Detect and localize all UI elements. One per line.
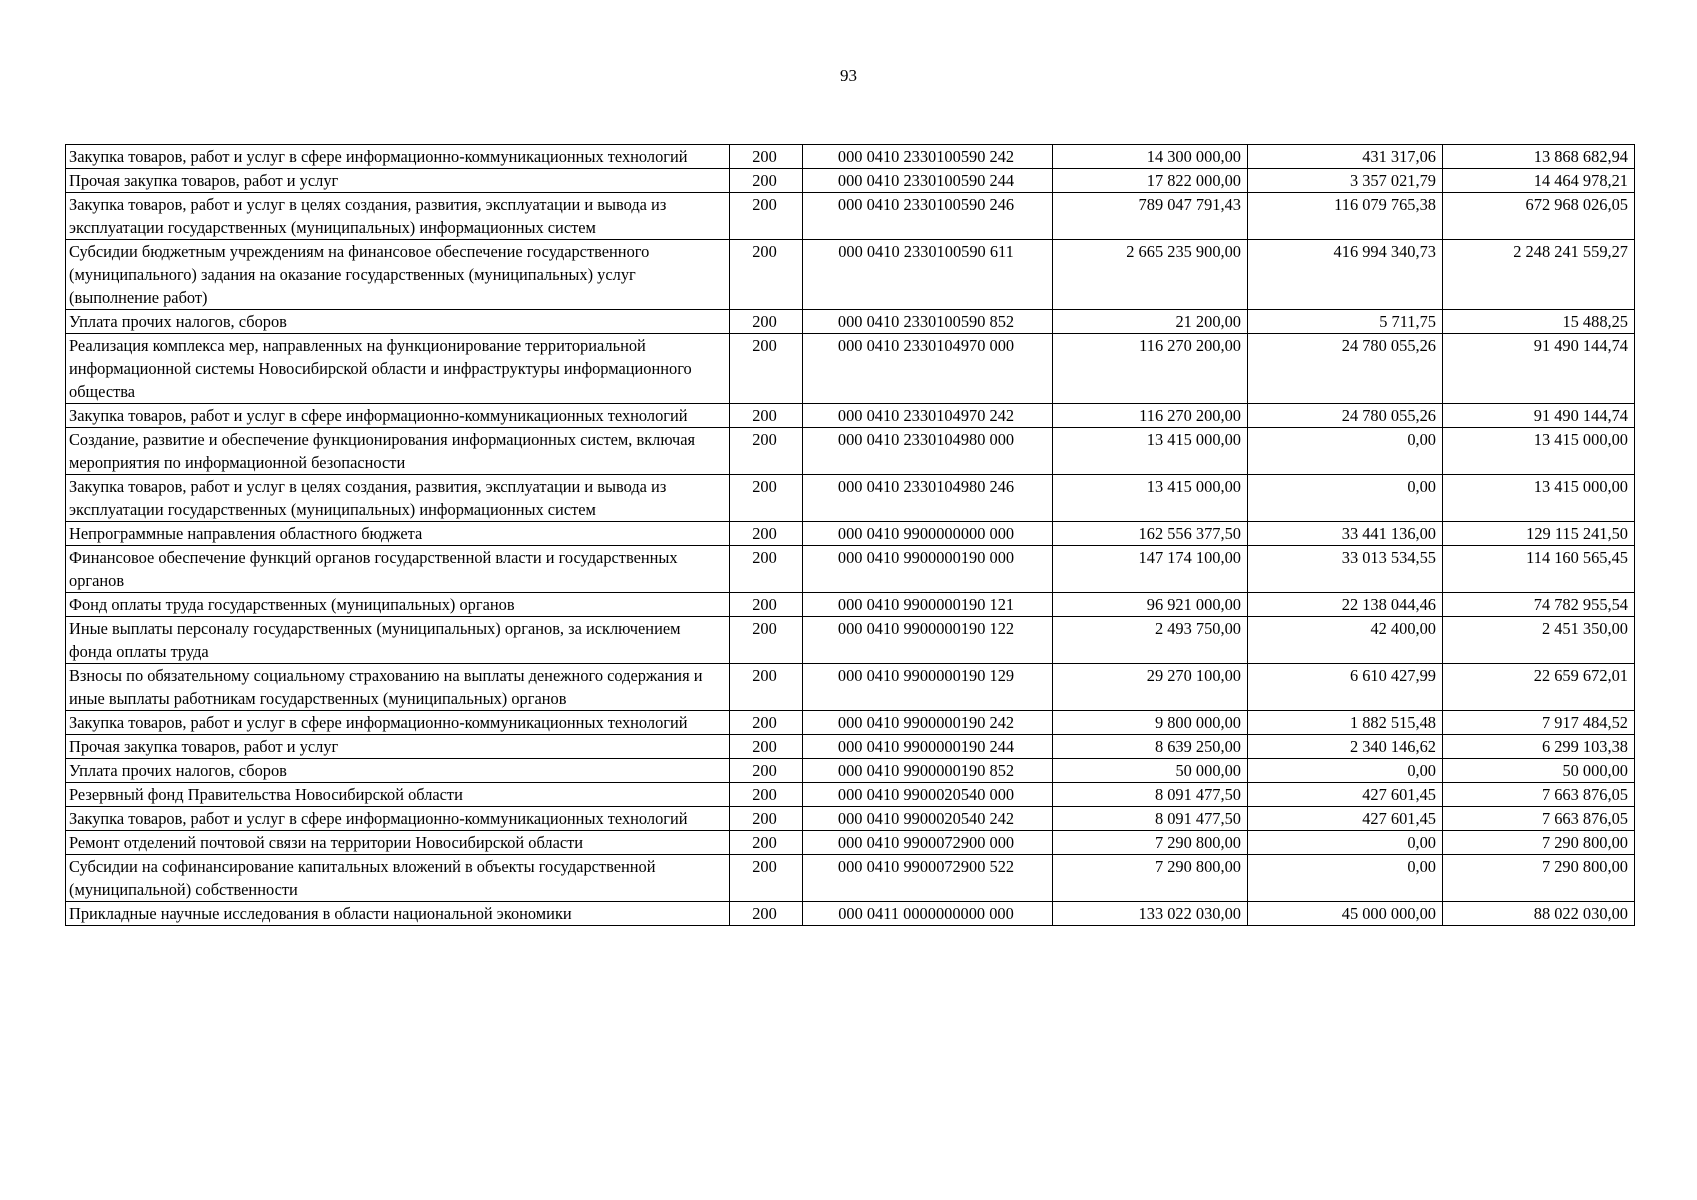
admin-code-cell: 200 [730, 807, 803, 831]
budget-classification-cell: 000 0410 9900072900 522 [803, 855, 1053, 902]
table-row [66, 831, 1635, 855]
admin-code-cell: 200 [730, 475, 803, 522]
budget-classification-cell: 000 0410 2330100590 244 [803, 169, 1053, 193]
admin-code-cell: 200 [730, 617, 803, 664]
budget-table-body [66, 145, 1635, 926]
approved-amount-cell: 133 022 030,00 [1053, 902, 1248, 926]
table-row [66, 664, 1635, 711]
remaining-amount-cell: 7 663 876,05 [1443, 807, 1635, 831]
table-row [66, 310, 1635, 334]
executed-amount-cell: 0,00 [1248, 855, 1443, 902]
table-row [66, 522, 1635, 546]
table-row [66, 240, 1635, 310]
remaining-amount-cell: 13 415 000,00 [1443, 428, 1635, 475]
executed-amount-cell: 22 138 044,46 [1248, 593, 1443, 617]
expense-name-cell: Закупка товаров, работ и услуг в целях создания, развития, эксплуатации и вывода из эксплуатации государственных (муниципальных) информационных систем [66, 475, 730, 522]
expense-name-cell: Взносы по обязательному социальному страхованию на выплаты денежного содержания и иные выплаты работникам государственных (муниципальных) органов [66, 664, 730, 711]
admin-code-cell: 200 [730, 310, 803, 334]
approved-amount-cell: 147 174 100,00 [1053, 546, 1248, 593]
expense-name-cell: Прочая закупка товаров, работ и услуг [66, 169, 730, 193]
table-row [66, 546, 1635, 593]
budget-classification-cell: 000 0410 9900020540 242 [803, 807, 1053, 831]
budget-classification-cell: 000 0410 9900000190 122 [803, 617, 1053, 664]
budget-classification-cell: 000 0410 9900000190 000 [803, 546, 1053, 593]
admin-code-cell: 200 [730, 759, 803, 783]
table-row [66, 428, 1635, 475]
remaining-amount-cell: 129 115 241,50 [1443, 522, 1635, 546]
approved-amount-cell: 8 091 477,50 [1053, 783, 1248, 807]
approved-amount-cell: 21 200,00 [1053, 310, 1248, 334]
expense-name-cell: Ремонт отделений почтовой связи на территории Новосибирской области [66, 831, 730, 855]
budget-classification-cell: 000 0410 9900020540 000 [803, 783, 1053, 807]
executed-amount-cell: 0,00 [1248, 759, 1443, 783]
budget-classification-cell: 000 0410 9900000190 242 [803, 711, 1053, 735]
remaining-amount-cell: 91 490 144,74 [1443, 334, 1635, 404]
executed-amount-cell: 6 610 427,99 [1248, 664, 1443, 711]
table-row [66, 902, 1635, 926]
approved-amount-cell: 116 270 200,00 [1053, 334, 1248, 404]
budget-classification-cell: 000 0411 0000000000 000 [803, 902, 1053, 926]
remaining-amount-cell: 2 451 350,00 [1443, 617, 1635, 664]
approved-amount-cell: 13 415 000,00 [1053, 475, 1248, 522]
budget-classification-cell: 000 0410 2330104980 246 [803, 475, 1053, 522]
remaining-amount-cell: 6 299 103,38 [1443, 735, 1635, 759]
budget-classification-cell: 000 0410 2330100590 242 [803, 145, 1053, 169]
approved-amount-cell: 8 639 250,00 [1053, 735, 1248, 759]
table-row [66, 783, 1635, 807]
remaining-amount-cell: 50 000,00 [1443, 759, 1635, 783]
admin-code-cell: 200 [730, 664, 803, 711]
table-row [66, 807, 1635, 831]
remaining-amount-cell: 7 917 484,52 [1443, 711, 1635, 735]
approved-amount-cell: 2 665 235 900,00 [1053, 240, 1248, 310]
executed-amount-cell: 2 340 146,62 [1248, 735, 1443, 759]
remaining-amount-cell: 13 415 000,00 [1443, 475, 1635, 522]
approved-amount-cell: 7 290 800,00 [1053, 855, 1248, 902]
approved-amount-cell: 9 800 000,00 [1053, 711, 1248, 735]
executed-amount-cell: 24 780 055,26 [1248, 404, 1443, 428]
expense-name-cell: Создание, развитие и обеспечение функционирования информационных систем, включая мероприятия по информационной безопасности [66, 428, 730, 475]
expense-name-cell: Финансовое обеспечение функций органов государственной власти и государственных органов [66, 546, 730, 593]
admin-code-cell: 200 [730, 522, 803, 546]
table-row [66, 593, 1635, 617]
admin-code-cell: 200 [730, 783, 803, 807]
approved-amount-cell: 7 290 800,00 [1053, 831, 1248, 855]
executed-amount-cell: 1 882 515,48 [1248, 711, 1443, 735]
budget-classification-cell: 000 0410 9900072900 000 [803, 831, 1053, 855]
admin-code-cell: 200 [730, 428, 803, 475]
admin-code-cell: 200 [730, 169, 803, 193]
remaining-amount-cell: 74 782 955,54 [1443, 593, 1635, 617]
table-row [66, 334, 1635, 404]
expense-name-cell: Фонд оплаты труда государственных (муниципальных) органов [66, 593, 730, 617]
approved-amount-cell: 29 270 100,00 [1053, 664, 1248, 711]
expense-name-cell: Прикладные научные исследования в области национальной экономики [66, 902, 730, 926]
expense-name-cell: Субсидии бюджетным учреждениям на финансовое обеспечение государственного (муниципального) задания на оказание государственных (муниципальных) услуг (выполнение работ) [66, 240, 730, 310]
remaining-amount-cell: 672 968 026,05 [1443, 193, 1635, 240]
admin-code-cell: 200 [730, 735, 803, 759]
remaining-amount-cell: 88 022 030,00 [1443, 902, 1635, 926]
admin-code-cell: 200 [730, 334, 803, 404]
admin-code-cell: 200 [730, 193, 803, 240]
budget-classification-cell: 000 0410 2330100590 246 [803, 193, 1053, 240]
expense-name-cell: Прочая закупка товаров, работ и услуг [66, 735, 730, 759]
approved-amount-cell: 2 493 750,00 [1053, 617, 1248, 664]
expense-name-cell: Закупка товаров, работ и услуг в сфере информационно-коммуникационных технологий [66, 404, 730, 428]
remaining-amount-cell: 13 868 682,94 [1443, 145, 1635, 169]
admin-code-cell: 200 [730, 404, 803, 428]
remaining-amount-cell: 7 290 800,00 [1443, 831, 1635, 855]
table-row [66, 735, 1635, 759]
admin-code-cell: 200 [730, 240, 803, 310]
expense-name-cell: Непрограммные направления областного бюджета [66, 522, 730, 546]
budget-table [65, 144, 1635, 926]
expense-name-cell: Реализация комплекса мер, направленных на функционирование территориальной информационной системы Новосибирской области и инфраструктуры информационного общества [66, 334, 730, 404]
expense-name-cell: Субсидии на софинансирование капитальных вложений в объекты государственной (муниципальной) собственности [66, 855, 730, 902]
expense-name-cell: Уплата прочих налогов, сборов [66, 310, 730, 334]
table-row [66, 617, 1635, 664]
expense-name-cell: Закупка товаров, работ и услуг в сфере информационно-коммуникационных технологий [66, 145, 730, 169]
remaining-amount-cell: 2 248 241 559,27 [1443, 240, 1635, 310]
executed-amount-cell: 33 441 136,00 [1248, 522, 1443, 546]
remaining-amount-cell: 7 290 800,00 [1443, 855, 1635, 902]
expense-name-cell: Закупка товаров, работ и услуг в сфере информационно-коммуникационных технологий [66, 711, 730, 735]
table-row [66, 145, 1635, 169]
page-number: 93 [840, 66, 857, 85]
table-row [66, 711, 1635, 735]
admin-code-cell: 200 [730, 546, 803, 593]
admin-code-cell: 200 [730, 855, 803, 902]
remaining-amount-cell: 114 160 565,45 [1443, 546, 1635, 593]
executed-amount-cell: 427 601,45 [1248, 783, 1443, 807]
approved-amount-cell: 8 091 477,50 [1053, 807, 1248, 831]
budget-classification-cell: 000 0410 9900000190 852 [803, 759, 1053, 783]
admin-code-cell: 200 [730, 902, 803, 926]
table-row [66, 855, 1635, 902]
remaining-amount-cell: 15 488,25 [1443, 310, 1635, 334]
approved-amount-cell: 17 822 000,00 [1053, 169, 1248, 193]
budget-classification-cell: 000 0410 9900000190 121 [803, 593, 1053, 617]
approved-amount-cell: 789 047 791,43 [1053, 193, 1248, 240]
expense-name-cell: Закупка товаров, работ и услуг в сфере информационно-коммуникационных технологий [66, 807, 730, 831]
budget-classification-cell: 000 0410 9900000190 244 [803, 735, 1053, 759]
budget-classification-cell: 000 0410 2330100590 852 [803, 310, 1053, 334]
approved-amount-cell: 14 300 000,00 [1053, 145, 1248, 169]
executed-amount-cell: 45 000 000,00 [1248, 902, 1443, 926]
admin-code-cell: 200 [730, 711, 803, 735]
table-row [66, 475, 1635, 522]
executed-amount-cell: 0,00 [1248, 475, 1443, 522]
approved-amount-cell: 50 000,00 [1053, 759, 1248, 783]
remaining-amount-cell: 22 659 672,01 [1443, 664, 1635, 711]
admin-code-cell: 200 [730, 145, 803, 169]
remaining-amount-cell: 14 464 978,21 [1443, 169, 1635, 193]
approved-amount-cell: 162 556 377,50 [1053, 522, 1248, 546]
admin-code-cell: 200 [730, 593, 803, 617]
remaining-amount-cell: 91 490 144,74 [1443, 404, 1635, 428]
expense-name-cell: Уплата прочих налогов, сборов [66, 759, 730, 783]
approved-amount-cell: 116 270 200,00 [1053, 404, 1248, 428]
executed-amount-cell: 116 079 765,38 [1248, 193, 1443, 240]
budget-classification-cell: 000 0410 2330104980 000 [803, 428, 1053, 475]
executed-amount-cell: 0,00 [1248, 428, 1443, 475]
table-row [66, 193, 1635, 240]
remaining-amount-cell: 7 663 876,05 [1443, 783, 1635, 807]
executed-amount-cell: 24 780 055,26 [1248, 334, 1443, 404]
budget-classification-cell: 000 0410 2330100590 611 [803, 240, 1053, 310]
executed-amount-cell: 33 013 534,55 [1248, 546, 1443, 593]
budget-classification-cell: 000 0410 2330104970 000 [803, 334, 1053, 404]
expense-name-cell: Закупка товаров, работ и услуг в целях создания, развития, эксплуатации и вывода из эксплуатации государственных (муниципальных) информационных систем [66, 193, 730, 240]
budget-classification-cell: 000 0410 2330104970 242 [803, 404, 1053, 428]
executed-amount-cell: 3 357 021,79 [1248, 169, 1443, 193]
executed-amount-cell: 42 400,00 [1248, 617, 1443, 664]
executed-amount-cell: 416 994 340,73 [1248, 240, 1443, 310]
executed-amount-cell: 5 711,75 [1248, 310, 1443, 334]
table-row [66, 169, 1635, 193]
approved-amount-cell: 13 415 000,00 [1053, 428, 1248, 475]
admin-code-cell: 200 [730, 831, 803, 855]
expense-name-cell: Иные выплаты персоналу государственных (муниципальных) органов, за исключением фонда оплаты труда [66, 617, 730, 664]
table-row [66, 759, 1635, 783]
approved-amount-cell: 96 921 000,00 [1053, 593, 1248, 617]
budget-classification-cell: 000 0410 9900000190 129 [803, 664, 1053, 711]
expense-name-cell: Резервный фонд Правительства Новосибирской области [66, 783, 730, 807]
executed-amount-cell: 0,00 [1248, 831, 1443, 855]
table-row [66, 404, 1635, 428]
executed-amount-cell: 431 317,06 [1248, 145, 1443, 169]
budget-classification-cell: 000 0410 9900000000 000 [803, 522, 1053, 546]
executed-amount-cell: 427 601,45 [1248, 807, 1443, 831]
